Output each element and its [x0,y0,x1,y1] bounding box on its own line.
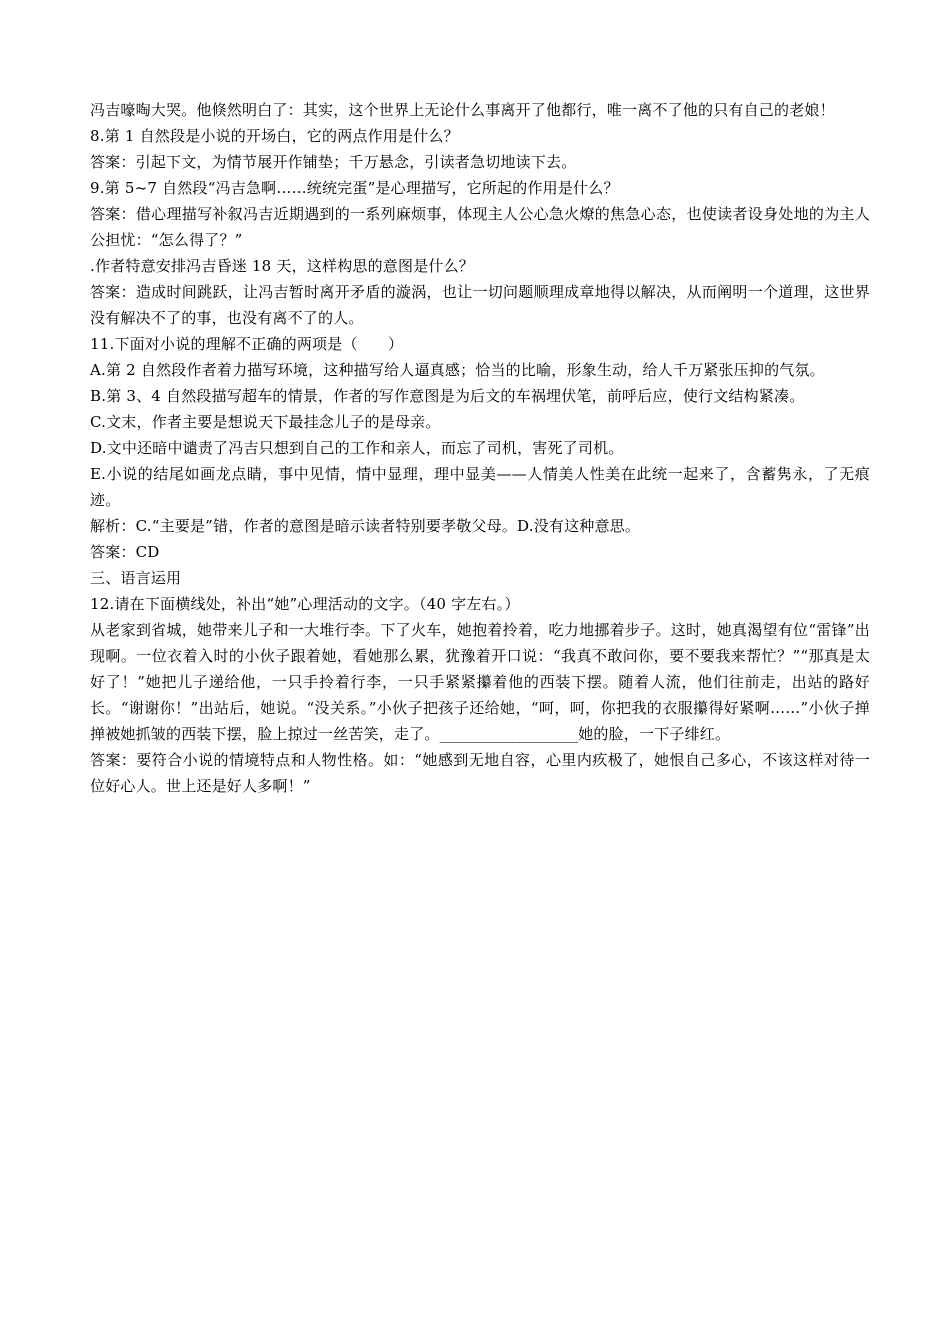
answer-12: 答案：要符合小说的情境特点和人物性格。如：“她感到无地自容，心里内疚极了，她恨自己多心，不该这样对待一位好心人。世上还是好人多啊！” [90,751,870,795]
option-e: E.小说的结尾如画龙点睛，事中见情，情中显理，理中显美——人情美人性美在此统一起来了，含蓄隽永，了无痕迹。 [90,465,870,509]
question-11: 11.下面对小说的理解不正确的两项是（ ） [90,335,404,353]
option-c: C.文末，作者主要是想说天下最挂念儿子的是母亲。 [90,413,441,431]
question-12: 12.请在下面横线处，补出“她”心理活动的文字。（40 字左右。） [90,595,520,613]
answer-10: 答案：造成时间跳跃，让冯吉暂时离开矛盾的漩涡，也让一切问题顺理成章地得以解决，从而阐明一个道理，这世界没有解决不了的事，也没有离不了的人。 [90,283,870,327]
question-9: 9.第 5~7 自然段“冯吉急啊……统统完蛋”是心理描写，它所起的作用是什么？ [90,179,619,197]
text-paragraph: 冯吉嚎啕大哭。他倏然明白了：其实，这个世界上无论什么事离开了他都行，唯一离不了他的只有自己的老娘！ [90,101,835,119]
section-heading: 三、语言运用 [90,569,182,587]
question-8: 8.第 1 自然段是小说的开场白，它的两点作用是什么？ [90,127,459,145]
answer-8: 答案：引起下文，为情节展开作铺垫；千万悬念，引读者急切地读下去。 [90,153,577,171]
option-a: A.第 2 自然段作者着力描写环境，这种描写给人逼真感；恰当的比喻，形象生动，给人千万紧张压抑的气氛。 [90,361,825,379]
analysis-11: 解析：C.“主要是”错，作者的意图是暗示读者特别要孝敬父母。D.没有这种意思。 [90,517,641,535]
answer-11: 答案：CD [90,543,160,561]
question-10: .作者特意安排冯吉昏迷 18 天，这样构思的意图是什么？ [90,257,474,275]
option-b: B.第 3、4 自然段描写超车的情景，作者的写作意图是为后文的车祸埋伏笔，前呼后应，使行文结构紧凑。 [90,387,805,405]
option-d: D.文中还暗中谴责了冯吉只想到自己的工作和亲人，而忘了司机，害死了司机。 [90,439,624,457]
document-page [90,97,870,799]
passage-12: 从老家到省城，她带来儿子和一大堆行李。下了火车，她抱着拎着，吃力地挪着步子。这时，她真渴望有位“雷锋”出现啊。一位衣着入时的小伙子跟着她，看她那么累，犹豫着开口说：“我真不敢问你，要不要我来帮忙？”“那真是太好了！”她把儿子递给他，一只手拎着行李，一只手紧紧攥着他的西装下摆。随着人流，他们往前走，出站的路好长。“谢谢你！”出站后，她说。“没关系。”小伙子把孩子还给她，“呵，呵，你把我的衣服攥得好紧啊……”小伙子掸掸被她抓皱的西装下摆，脸上掠过一丝苦笑，走了。__________________她的脸，一下子绯红。 [90,621,870,743]
answer-9: 答案：借心理描写补叙冯吉近期遇到的一系列麻烦事，体现主人公心急火燎的焦急心态，也使读者设身处地的为主人公担忧：“怎么得了？” [90,205,870,249]
